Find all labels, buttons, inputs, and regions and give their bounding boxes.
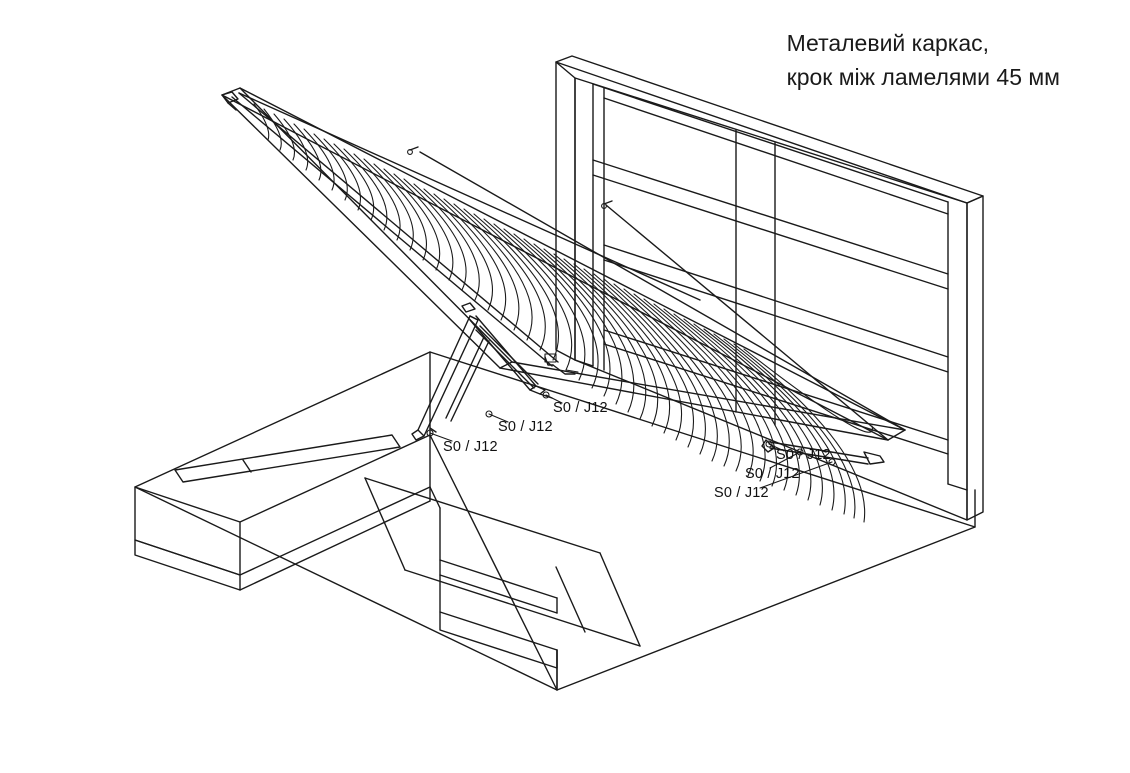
callout-label-4: S0 / J12: [776, 447, 831, 463]
callout-label-2: S0 / J12: [498, 419, 553, 435]
note-text: [787, 26, 1060, 94]
slatted-lift-base: [222, 88, 905, 440]
note-line-1: Металевий каркас,: [786, 30, 990, 56]
callout-label-6: S0 / J12: [714, 485, 769, 501]
note-line-2: крок між ламелями 45 мм: [786, 64, 1060, 90]
callout-label-3: S0 / J12: [443, 439, 498, 455]
callout-label-1: S0 / J12: [553, 400, 608, 416]
callout-label-5: S0 / J12: [745, 466, 800, 482]
